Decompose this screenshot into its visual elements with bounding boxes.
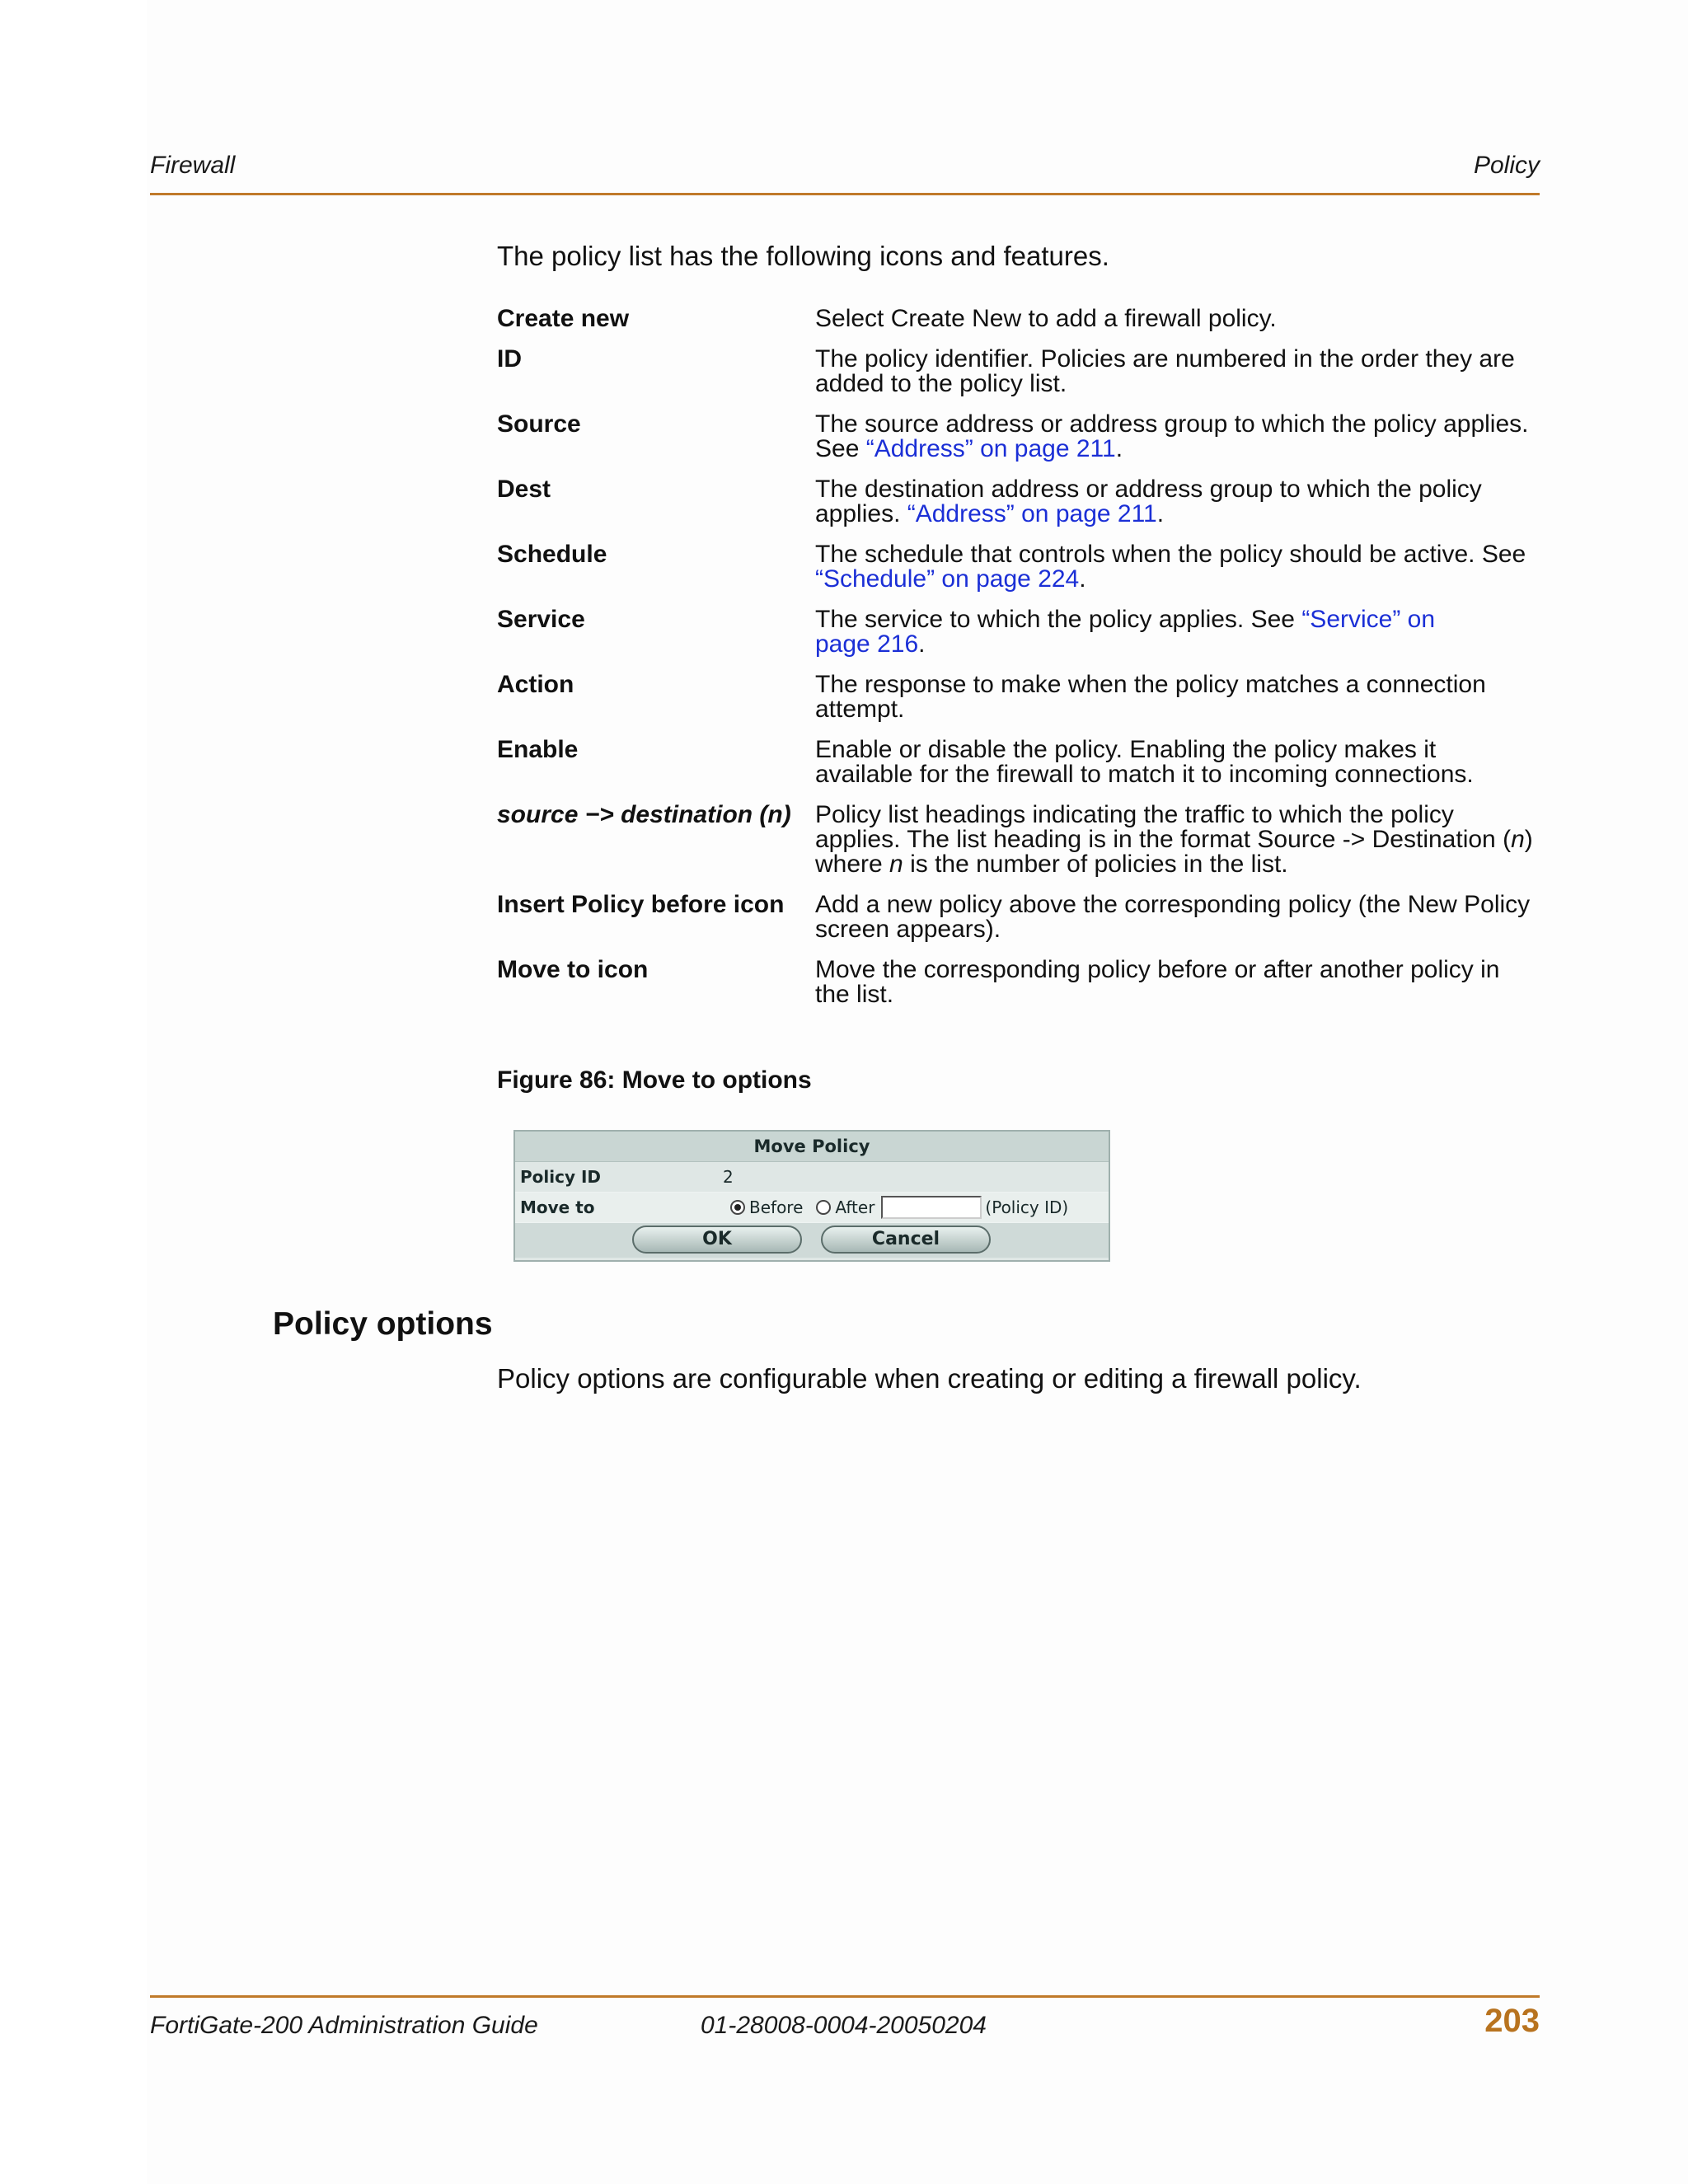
definition-description xyxy=(815,542,1540,592)
definition-row-id xyxy=(497,347,1540,396)
header-chapter: Firewall xyxy=(150,152,236,179)
definition-description: The policy identifier. Policies are numbered in the order they are added to the policy list. xyxy=(815,345,1515,397)
after-label: After xyxy=(835,1197,875,1217)
before-label: Before xyxy=(749,1197,804,1217)
description-text: The source address or address group to which the policy applies. See xyxy=(815,410,1529,462)
definition-description: Enable or disable the policy. Enabling the policy makes it available for the firewall to match it to incoming connections. xyxy=(815,736,1474,788)
move-to-row xyxy=(515,1193,1109,1223)
footer-rule xyxy=(150,1995,1540,1998)
definition-description: Move the corresponding policy before or after another policy in the list. xyxy=(815,956,1500,1008)
target-policy-id-input[interactable] xyxy=(881,1196,982,1219)
before-radio[interactable] xyxy=(730,1200,745,1215)
definition-term: Action xyxy=(497,671,574,698)
description-text: . xyxy=(918,630,926,658)
definition-term: Create new xyxy=(497,305,630,332)
header-section: Policy xyxy=(1473,152,1540,179)
definition-term: Move to icon xyxy=(497,956,649,983)
policy-id-value: 2 xyxy=(723,1167,734,1187)
page-number: 203 xyxy=(1484,2003,1540,2039)
definition-term: Source xyxy=(497,410,581,438)
policy-id-label: Policy ID xyxy=(520,1167,602,1187)
section-heading: Policy options xyxy=(273,1306,493,1342)
definition-row-dest xyxy=(497,477,1540,527)
description-text: is the number of policies in the list. xyxy=(903,851,1288,878)
definition-term: Dest xyxy=(497,476,551,503)
description-text: Policy list headings indicating the traffic to which the policy applies. The list heading is in the format Source -> Destination ( xyxy=(815,801,1512,853)
move-policy-dialog xyxy=(513,1130,1110,1262)
definition-row-schedule xyxy=(497,542,1540,592)
definition-description xyxy=(815,477,1540,527)
definition-description: The response to make when the policy matches a connection attempt. xyxy=(815,671,1486,723)
section-body: Policy options are configurable when creating or editing a firewall policy. xyxy=(497,1363,1362,1394)
definition-row-source-destination xyxy=(497,803,1540,877)
definition-description xyxy=(815,803,1540,877)
definition-term: Enable xyxy=(497,736,579,763)
service-link[interactable]: “Service” on page 216 xyxy=(815,606,1436,658)
description-text: . xyxy=(1156,500,1165,527)
definition-term: ID xyxy=(497,345,522,373)
description-text: . xyxy=(1079,565,1086,593)
variable-n: n xyxy=(889,851,903,878)
definition-list xyxy=(497,307,1540,1023)
after-radio[interactable] xyxy=(816,1200,831,1215)
definition-description: Select Create New to add a firewall policy. xyxy=(815,305,1277,332)
description-text: ) where xyxy=(815,826,1533,878)
definition-description xyxy=(815,412,1540,462)
description-text: The destination address or address group to which the policy applies. xyxy=(815,476,1482,527)
description-text: . xyxy=(1115,435,1123,462)
intro-paragraph: The policy list has the following icons and features. xyxy=(497,241,1109,271)
definition-row-move-to xyxy=(497,958,1540,1007)
definition-description xyxy=(815,607,1540,657)
definition-term: Schedule xyxy=(497,541,607,568)
position-radio-group xyxy=(730,1193,1068,1222)
description-text: The service to which the policy applies. See xyxy=(815,606,1302,633)
dialog-title: Move Policy xyxy=(515,1132,1109,1162)
policy-id-suffix: (Policy ID) xyxy=(985,1197,1069,1217)
description-text: The schedule that controls when the policy should be active. See xyxy=(815,541,1526,568)
definition-row-insert-policy xyxy=(497,893,1540,942)
definition-term: Service xyxy=(497,606,585,633)
definition-row-service xyxy=(497,607,1540,657)
definition-row-source xyxy=(497,412,1540,462)
variable-n: n xyxy=(1511,826,1525,853)
definition-row-create-new xyxy=(497,307,1540,331)
address-link[interactable]: “Address” on page 211 xyxy=(865,435,1116,462)
ok-button[interactable]: OK xyxy=(632,1226,802,1254)
schedule-link[interactable]: “Schedule” on page 224 xyxy=(815,565,1080,593)
definition-term: source −> destination (n) xyxy=(497,801,791,828)
definition-term: Insert Policy before icon xyxy=(497,891,785,918)
footer-guide-title: FortiGate-200 Administration Guide xyxy=(150,2012,538,2039)
cancel-button[interactable]: Cancel xyxy=(821,1226,991,1254)
definition-row-action xyxy=(497,673,1540,722)
policy-id-row xyxy=(515,1162,1109,1193)
address-link[interactable]: “Address” on page 211 xyxy=(907,500,1157,527)
footer-document-number: 01-28008-0004-20050204 xyxy=(701,2012,987,2039)
definition-description: Add a new policy above the corresponding policy (the New Policy screen appears). xyxy=(815,891,1531,943)
figure-caption: Figure 86: Move to options xyxy=(497,1066,812,1094)
header-rule xyxy=(150,193,1540,195)
definition-row-enable xyxy=(497,738,1540,787)
move-to-label: Move to xyxy=(520,1197,595,1217)
dialog-button-bar xyxy=(515,1223,1109,1258)
